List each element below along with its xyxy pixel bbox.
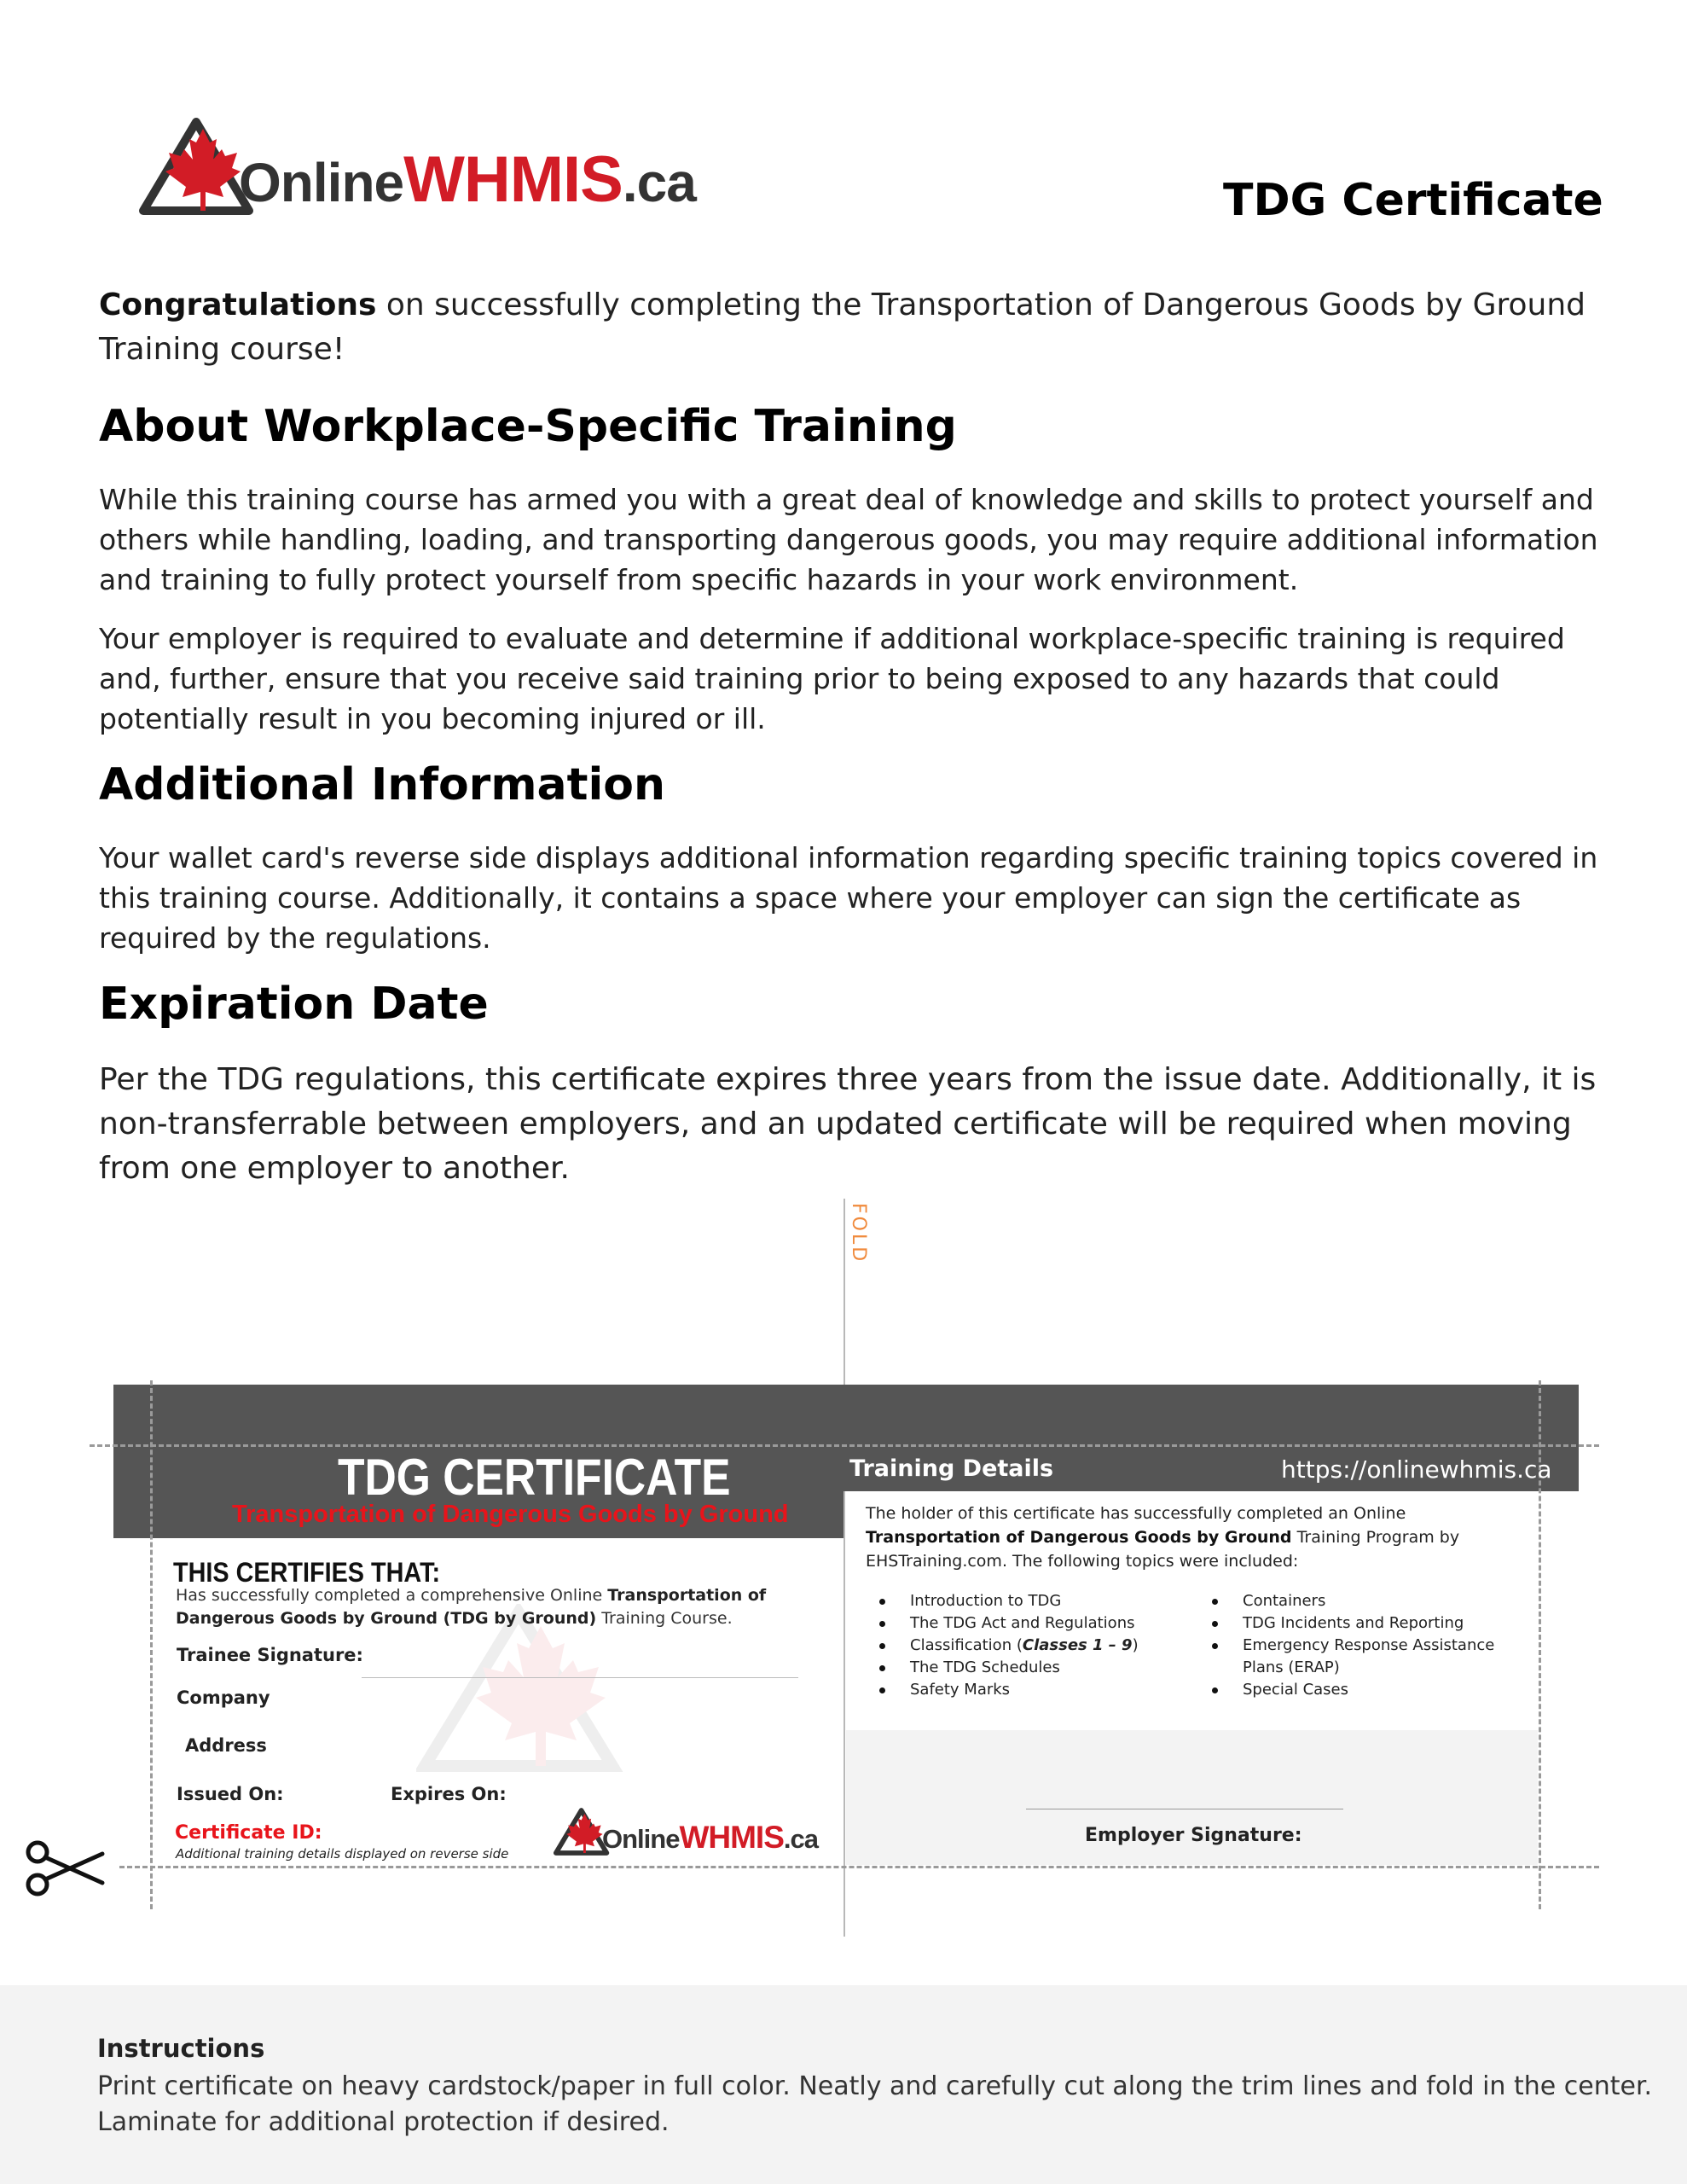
instructions-line-2: Laminate for additional protection if desired. xyxy=(97,2107,670,2137)
details-text-1: The holder of this certificate has successfully completed an Online xyxy=(866,1504,1406,1523)
classification-suffix: ) xyxy=(1132,1636,1139,1654)
heading-expiration-date: Expiration Date xyxy=(99,979,489,1030)
reverse-side-note: Additional training details displayed on reverse side xyxy=(176,1846,509,1862)
fold-label: FOLD xyxy=(848,1203,869,1264)
intro-paragraph xyxy=(99,283,1600,372)
additional-paragraph: Your wallet card's reverse side displays additional information regarding specific training topics covered in this training course. Additionally, it contains a space where your employer can sign the certificate as required by the regulations. xyxy=(99,841,1598,955)
employer-signature-label: Employer Signature: xyxy=(1085,1825,1302,1846)
workplace-paragraph-2: Your employer is required to evaluate and determine if additional workplace-specific training is required and, further, ensure that you receive said training prior to being exposed to any hazards that could potentially result in you becoming injured or ill. xyxy=(99,622,1565,735)
topic-item: Emergency Response Assistance Plans (ERAP) xyxy=(1198,1635,1522,1679)
certifies-desc-1: Has successfully completed a comprehensive Online xyxy=(176,1586,608,1605)
certifies-description xyxy=(176,1584,790,1630)
training-details-heading: Training Details xyxy=(849,1455,1054,1482)
topic-item: TDG Incidents and Reporting xyxy=(1198,1612,1522,1635)
card-logo-wordmark xyxy=(602,1820,818,1856)
classification-prefix: Classification ( xyxy=(910,1636,1023,1654)
topic-item: Containers xyxy=(1198,1590,1522,1612)
logo-ca: .ca xyxy=(622,151,696,213)
trainee-signature-line xyxy=(362,1677,798,1678)
heading-workplace-training: About Workplace-Specific Training xyxy=(99,401,957,452)
logo-online: Online xyxy=(239,151,404,213)
topic-item: Safety Marks xyxy=(866,1679,1190,1701)
details-text-2: Training Program by EHSTraining.com. The following topics were included: xyxy=(866,1528,1460,1571)
topic-item: The TDG Act and Regulations xyxy=(866,1612,1190,1635)
heading-additional-information: Additional Information xyxy=(99,759,666,810)
topic-item: The TDG Schedules xyxy=(866,1657,1190,1679)
expiration-paragraph: Per the TDG regulations, this certificate expires three years from the issue date. Additionally, it is non-transferrable between employers, and an updated certificate will be required when moving from one employer to another. xyxy=(99,1062,1597,1186)
certifies-desc-bold: Transportation of Dangerous Goods by Ground (TDG by Ground) xyxy=(176,1586,767,1628)
instructions-line-1: Print certificate on heavy cardstock/paper in full color. Neatly and carefully cut along the trim lines and fold in the center. xyxy=(97,2071,1653,2101)
card-logo-ca: .ca xyxy=(783,1824,818,1854)
scissors-icon xyxy=(24,1838,106,1898)
trim-line-bottom xyxy=(119,1866,1599,1868)
trim-line-left xyxy=(150,1380,153,1909)
card-subtitle: Transportation of Dangerous Goods by Ground xyxy=(232,1501,789,1528)
topics-list-right xyxy=(1198,1590,1522,1701)
card-onlinewhmis-logo xyxy=(553,1807,818,1856)
card-logo-online: Online xyxy=(602,1824,680,1854)
logo-whmis: WHMIS xyxy=(403,142,623,216)
company-label: Company xyxy=(177,1687,270,1708)
expires-on-label: Expires On: xyxy=(391,1784,507,1804)
logo-wordmark xyxy=(239,142,696,217)
intro-bold: Congratulations xyxy=(99,288,377,322)
card-logo-whmis: WHMIS xyxy=(679,1820,784,1855)
classification-classes: Classes 1 – 9 xyxy=(1022,1636,1133,1654)
address-label: Address xyxy=(185,1735,267,1756)
intro-rest: on successfully completing the Transportation of Dangerous Goods by Ground Training course! xyxy=(99,288,1586,367)
trainee-signature-label: Trainee Signature: xyxy=(177,1645,363,1665)
page-title: TDG Certificate xyxy=(1223,175,1603,226)
topic-item-classification xyxy=(866,1635,1190,1657)
topic-item: Special Cases xyxy=(1198,1679,1522,1701)
certificate-id-label: Certificate ID: xyxy=(175,1822,322,1844)
certifies-desc-2: Training Course. xyxy=(596,1609,733,1628)
instructions-heading: Instructions xyxy=(97,2034,265,2063)
website-url: https://onlinewhmis.ca xyxy=(1281,1455,1552,1484)
topics-list-left xyxy=(866,1590,1190,1701)
workplace-paragraph-1: While this training course has armed you with a great deal of knowledge and skills to protect yourself and others while handling, loading, and transporting dangerous goods, you may require additional information and training to fully protect yourself from specific hazards in your work environment. xyxy=(99,483,1598,596)
onlinewhmis-logo xyxy=(136,115,696,218)
topic-item: Introduction to TDG xyxy=(866,1590,1190,1612)
details-text-bold: Transportation of Dangerous Goods by Ground xyxy=(866,1528,1292,1547)
certifies-heading: THIS CERTIFIES THAT: xyxy=(173,1557,441,1588)
issued-on-label: Issued On: xyxy=(177,1784,284,1804)
card-title: TDG CERTIFICATE xyxy=(338,1449,731,1506)
training-details-text xyxy=(866,1502,1522,1573)
fold-line xyxy=(844,1199,845,1937)
trim-line-top xyxy=(90,1444,1599,1447)
